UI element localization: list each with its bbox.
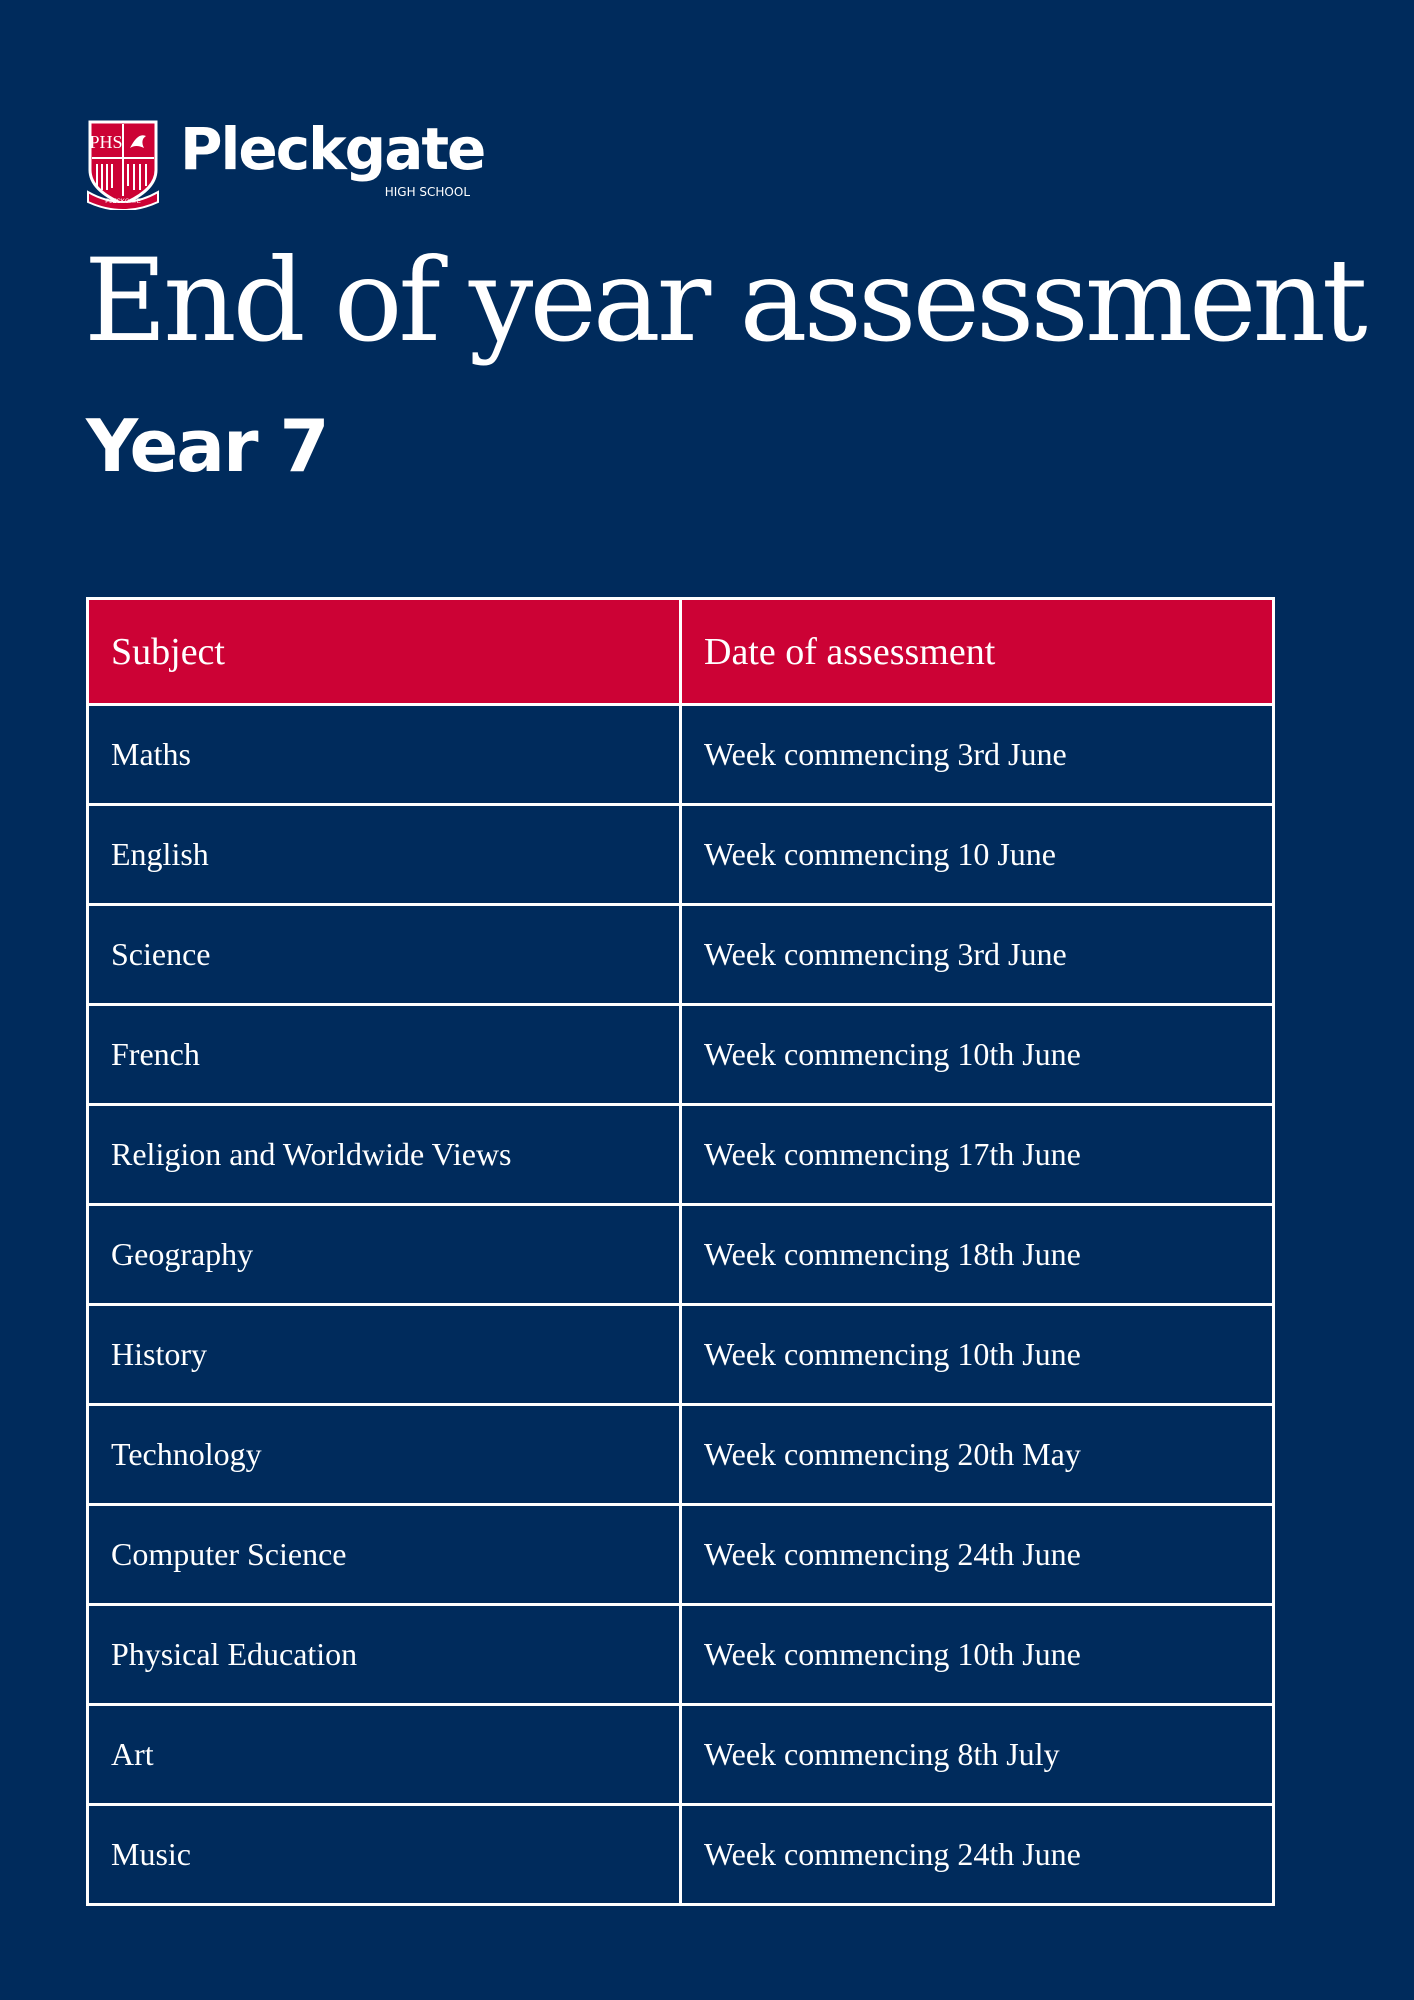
assessment-table (86, 597, 1275, 1906)
subject-cell: French (88, 1005, 681, 1105)
date-cell: Week commencing 24th June (681, 1805, 1274, 1905)
subject-cell: History (88, 1305, 681, 1405)
table-row (88, 1505, 1274, 1605)
table-row (88, 1805, 1274, 1905)
date-cell: Week commencing 24th June (681, 1505, 1274, 1605)
year-group-heading: Year 7 (86, 404, 328, 488)
school-logo (86, 115, 485, 212)
date-cell: Week commencing 8th July (681, 1705, 1274, 1805)
date-cell: Week commencing 20th May (681, 1405, 1274, 1505)
subject-cell: Geography (88, 1205, 681, 1305)
crest-initials: PHS (89, 132, 123, 152)
school-wordmark (180, 115, 485, 208)
school-name: Pleckgate (180, 115, 485, 183)
subject-cell: Art (88, 1705, 681, 1805)
table-row (88, 805, 1274, 905)
table-row (88, 1705, 1274, 1805)
date-cell: Week commencing 10 June (681, 805, 1274, 905)
subject-column-header: Subject (88, 599, 681, 705)
date-cell: Week commencing 3rd June (681, 705, 1274, 805)
table-header-row (88, 599, 1274, 705)
subject-cell: Science (88, 905, 681, 1005)
school-subname: HIGH SCHOOL (384, 185, 470, 199)
date-cell: Week commencing 10th June (681, 1305, 1274, 1405)
page-title: End of year assessment (84, 234, 1364, 367)
date-cell: Week commencing 3rd June (681, 905, 1274, 1005)
subject-cell: Technology (88, 1405, 681, 1505)
subject-cell: Music (88, 1805, 681, 1905)
subject-cell: Physical Education (88, 1605, 681, 1705)
table-row (88, 1605, 1274, 1705)
subject-cell: Maths (88, 705, 681, 805)
subject-cell: English (88, 805, 681, 905)
school-crest-icon (86, 118, 160, 210)
subject-cell: Computer Science (88, 1505, 681, 1605)
table-row (88, 905, 1274, 1005)
table-row (88, 705, 1274, 805)
date-cell: Week commencing 10th June (681, 1605, 1274, 1705)
table-row (88, 1005, 1274, 1105)
date-cell: Week commencing 17th June (681, 1105, 1274, 1205)
date-cell: Week commencing 10th June (681, 1005, 1274, 1105)
table-row (88, 1405, 1274, 1505)
table-row (88, 1305, 1274, 1405)
table-row (88, 1205, 1274, 1305)
date-cell: Week commencing 18th June (681, 1205, 1274, 1305)
crest-motto: PLECKGATE (105, 199, 141, 205)
table-row (88, 1105, 1274, 1205)
subject-cell: Religion and Worldwide Views (88, 1105, 681, 1205)
date-column-header: Date of assessment (681, 599, 1274, 705)
